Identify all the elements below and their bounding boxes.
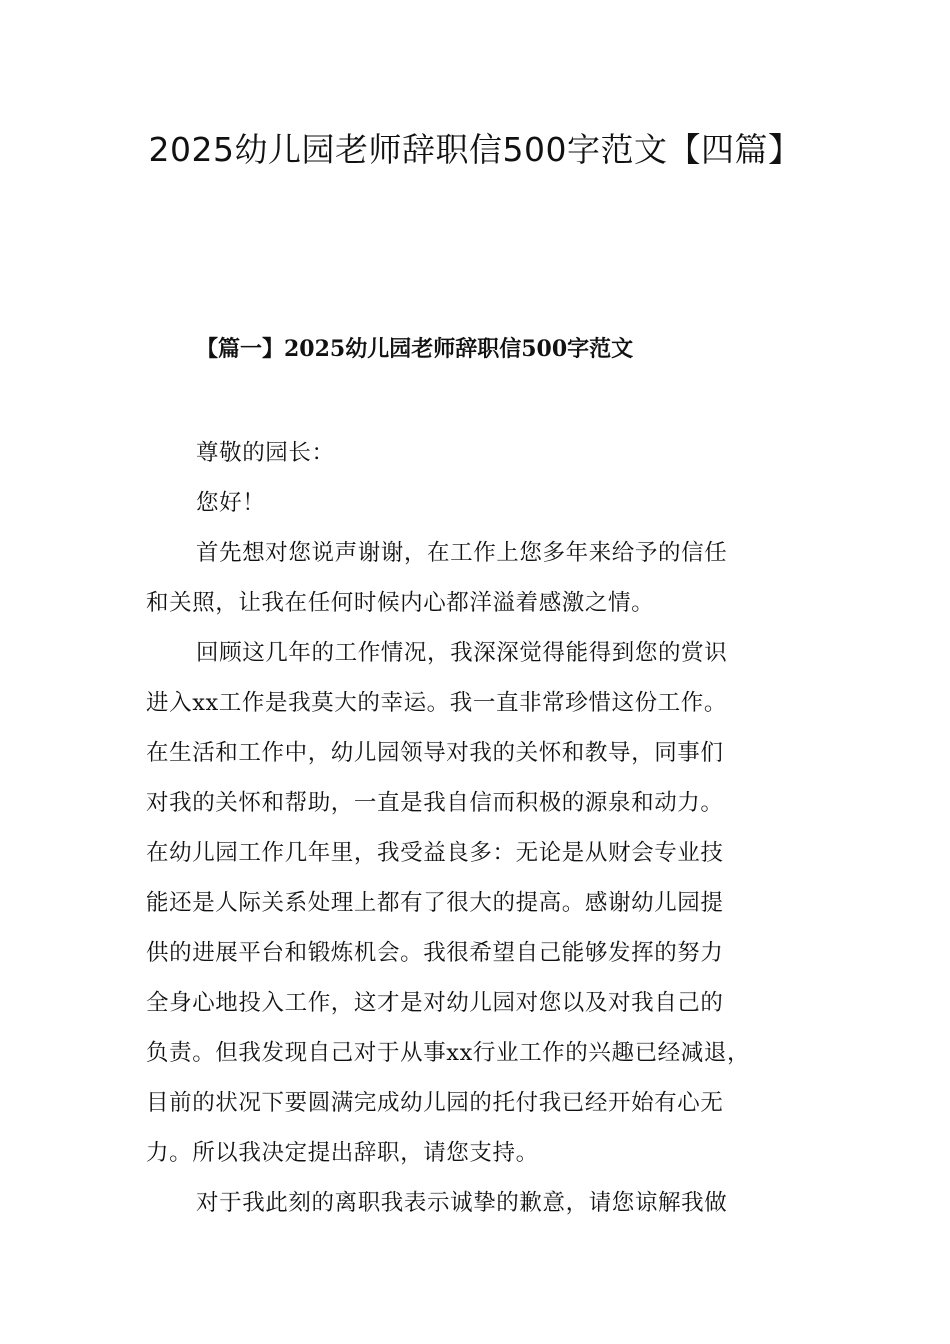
paragraph-line: 和关照，让我在任何时候内心都洋溢着感激之情。: [146, 590, 655, 616]
salutation: 尊敬的园长：: [196, 440, 335, 466]
paragraph-line: 进入xx工作是我莫大的幸运。我一直非常珍惜这份工作。: [146, 690, 727, 716]
section-heading: 【篇一】2025幼儿园老师辞职信500字范文: [196, 336, 634, 362]
paragraph-line: 全身心地投入工作，这才是对幼儿园对您以及对我自己的: [146, 990, 724, 1016]
paragraph-line: 力。所以我决定提出辞职，请您支持。: [146, 1140, 539, 1166]
paragraph-line: 能还是人际关系处理上都有了很大的提高。感谢幼儿园提: [146, 890, 724, 916]
greeting: 您好！: [196, 490, 266, 516]
letter-body: [146, 428, 836, 1228]
paragraph-line: 对于我此刻的离职我表示诚挚的歉意，请您谅解我做: [196, 1190, 728, 1216]
paragraph-line: 回顾这几年的工作情况，我深深觉得能得到您的赏识: [196, 640, 728, 666]
paragraph-apology: [146, 1178, 836, 1228]
paragraph-line: 供的进展平台和锻炼机会。我很希望自己能够发挥的努力: [146, 940, 724, 966]
paragraph-line: 目前的状况下要圆满完成幼儿园的托付我已经开始有心无: [146, 1090, 724, 1116]
paragraph-review: [146, 628, 836, 1178]
paragraph-line: 首先想对您说声谢谢，在工作上您多年来给予的信任: [196, 540, 728, 566]
paragraph-line: 在生活和工作中，幼儿园领导对我的关怀和教导，同事们: [146, 740, 724, 766]
paragraph-line: 对我的关怀和帮助，一直是我自信而积极的源泉和动力。: [146, 790, 724, 816]
document-title: 2025幼儿园老师辞职信500字范文【四篇】: [148, 130, 802, 169]
paragraph-line: 负责。但我发现自己对于从事xx行业工作的兴趣已经减退，: [146, 1040, 751, 1066]
paragraph-thanks: [146, 528, 836, 628]
paragraph-line: 在幼儿园工作几年里，我受益良多：无论是从财会专业技: [146, 840, 724, 866]
